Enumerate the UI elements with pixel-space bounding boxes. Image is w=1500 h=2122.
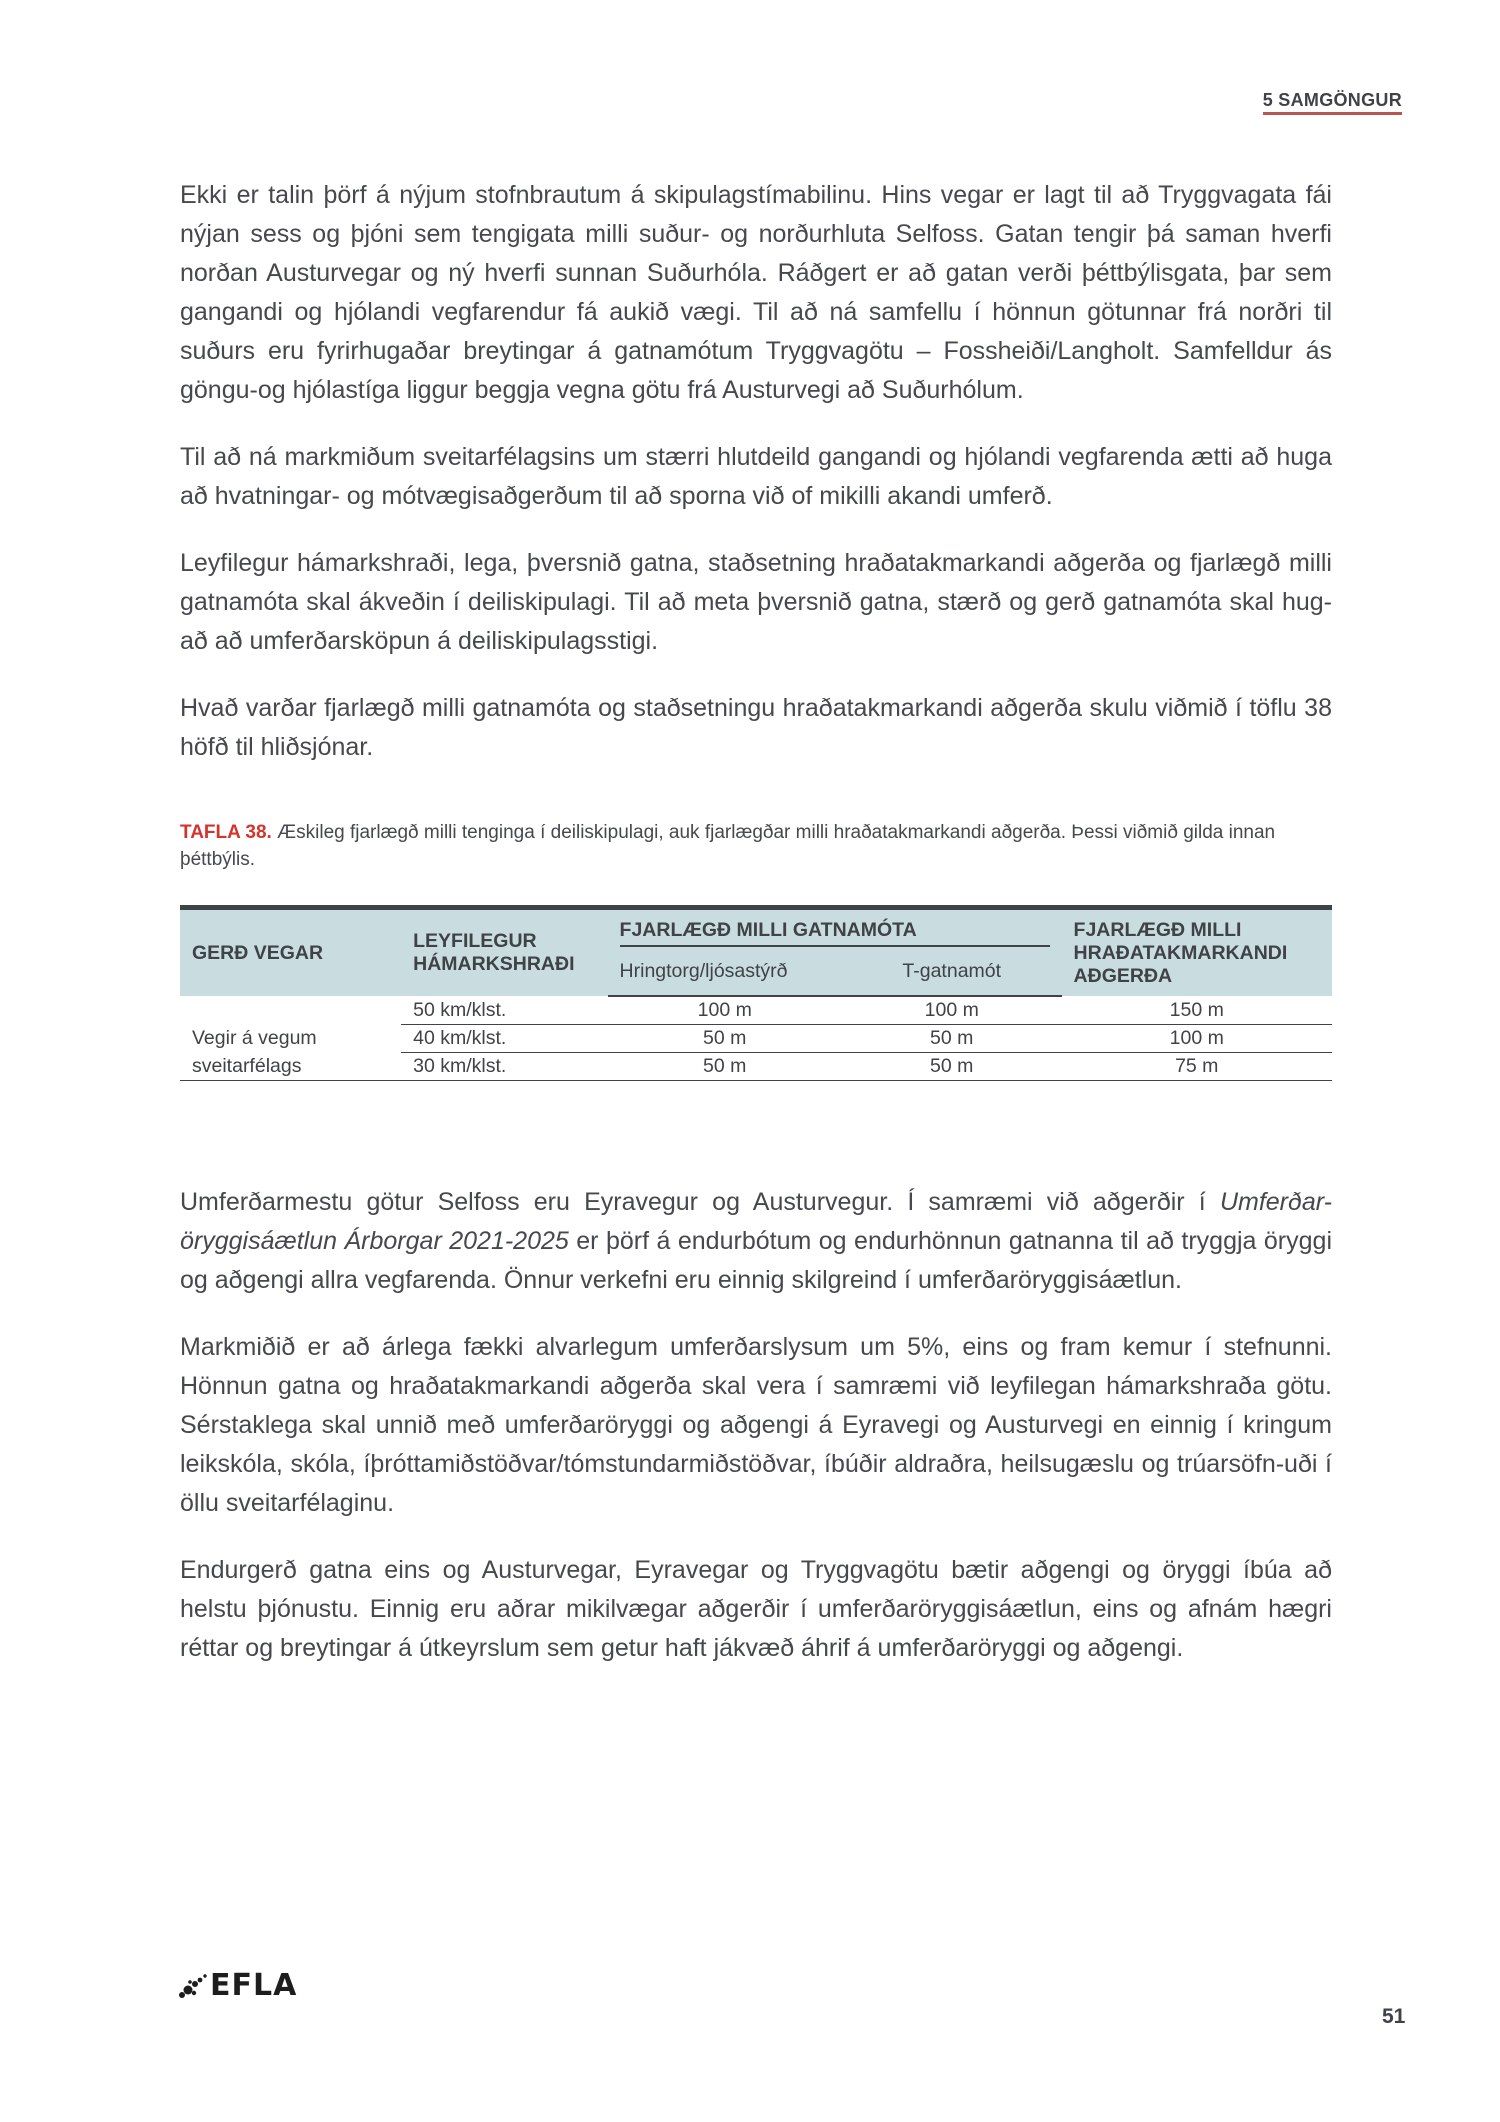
efla-logo (178, 1968, 297, 2003)
plan-title-italic: Umferðar-öryggisáætlun Árborgar 2021-2025 (180, 1188, 1332, 1255)
paragraph-tryggvagata: Ekki er talin þörf á nýjum stofnbrautum á skipulagstímabilinu. Hins vegar er lagt til að Tryggvagata fái nýjan sess og þjóni sem tengigata milli suður- og norðurhluta Selfoss. Gatan tengir þá saman hverfi norðan Austurvegar og ný hverfi sunnan Suðurhóla. Ráðgert er að gatan verði þéttbýlisgata, þar sem gangandi og hjólandi vegfarendur fá aukið vægi. Til að ná samfellu í hönnun götunnar frá norðri til suðurs eru fyrirhugaðar breytingar á gatnamótum Tryggvagötu – Fossheiði/Langholt. Samfelldur ás göngu-og hjólastíga liggur beggja vegna götu frá Austurvegi að Suðurhólum. (180, 181, 1332, 404)
header-t-junction: T-gatnamót (842, 947, 1062, 996)
main-content-bottom (180, 1183, 1332, 1696)
t-junction-cell: 50 m (842, 1025, 1062, 1053)
measures-cell: 100 m (1062, 1025, 1332, 1053)
table-caption-text: Æskileg fjarlægð milli tenginga í deiliskipulagi, auk fjarlægðar milli hraðatakmarkandi aðgerða. Þessi viðmið gilda innan þéttbýlis. (180, 822, 1276, 870)
header-junction-distance: FJARLÆGÐ MILLI GATNAMÓTA (608, 908, 1062, 948)
dots-cluster-icon (178, 1971, 208, 2001)
t-junction-cell: 50 m (842, 1053, 1062, 1081)
road-type-cell-empty (180, 996, 401, 1025)
t-junction-cell: 100 m (842, 996, 1062, 1025)
paragraph-table-reference: Hvað varðar fjarlægð milli gatnamóta og staðsetningu hraðatakmarkandi aðgerða skulu viðmið í töflu 38 höfð til hliðsjónar. (180, 694, 1332, 761)
paragraph-main-streets: Umferðarmestu götur Selfoss eru Eyravegur og Austurvegur. Í samræmi við aðgerðir í Umferðar-öryggisáætlun Árborgar 2021-2025 er þörf á endurbótum og endurhönnun gatnanna til að tryggja öryggi og aðgengi allra vegfarenda. Önnur verkefni eru einnig skilgreind í umferðaröryggisáætlun. (180, 1188, 1332, 1294)
speed-cell: 30 km/klst. (401, 1053, 607, 1081)
table-caption-label: TAFLA 38. (180, 822, 272, 843)
header-road-type: GERÐ VEGAR (180, 908, 401, 997)
header-speed-limit: LEYFILEGUR HÁMARKSHRAÐI (401, 908, 607, 997)
speed-cell: 40 km/klst. (401, 1025, 607, 1053)
main-content-top (180, 176, 1332, 1081)
roundabout-cell: 50 m (608, 1053, 842, 1081)
paragraph-targets: Til að ná markmiðum sveitarfélagsins um stærri hlutdeild gangandi og hjólandi vegfarenda ætti að huga að hvatningar- og mótvægisaðgerðum til að sporna við of mikilli akandi umferð. (180, 443, 1332, 510)
roundabout-cell: 50 m (608, 1025, 842, 1053)
page-number: 51 (1382, 2005, 1406, 2028)
logo-text: EFLA (210, 1968, 298, 2003)
paragraph-speed-limits: Leyfilegur hámarkshraði, lega, þversnið gatna, staðsetning hraðatakmarkandi aðgerða og fjarlægð milli gatnamóta skal ákveðin í deiliskipulagi. Til að meta þversnið gatna, stærð og gerð gatnamóta skal hug-að að umferðarsköpun á deiliskipulagsstigi. (180, 549, 1332, 655)
roundabout-cell: 100 m (608, 996, 842, 1025)
header-roundabout: Hringtorg/ljósastýrð (608, 947, 842, 996)
paragraph-street-renovation: Endurgerð gatna eins og Austurvegar, Eyravegar og Tryggvagötu bætir aðgengi og öryggi íbúa að helstu þjónustu. Einnig eru aðrar mikilvægar aðgerðir í umferðaröryggisáætlun, eins og afnám hægri réttar og breytingar á útkeyrslum sem getur haft jákvæð áhrif á umferðaröryggi og aðgengi. (180, 1556, 1332, 1662)
header-speed-measure-distance: FJARLÆGÐ MILLI HRAÐATAKMARKANDI AÐGERÐA (1062, 908, 1332, 997)
table-row (180, 1053, 1332, 1081)
table-caption (180, 819, 1332, 873)
measures-cell: 150 m (1062, 996, 1332, 1025)
table-row (180, 1025, 1332, 1053)
distance-table (180, 905, 1332, 1081)
road-type-cell: sveitarfélags (180, 1053, 401, 1081)
table-row (180, 996, 1332, 1025)
speed-cell: 50 km/klst. (401, 996, 607, 1025)
paragraph-accident-goal: Markmiðið er að árlega fækki alvarlegum umferðarslysum um 5%, eins og fram kemur í stefnunni. Hönnun gatna og hraðatakmarkandi aðgerða skal vera í samræmi við leyfilegan hámarkshraða götu. Sérstaklega skal unnið með umferðaröryggi og aðgengi á Eyravegi og Austurvegi en einnig í kringum leikskóla, skóla, íþróttamiðstöðvar/tómstundarmiðstöðvar, íbúðir aldraðra, heilsugæslu og trúarsöfn-uði í öllu sveitarfélaginu. (180, 1333, 1332, 1517)
running-header-section: 5 SAMGÖNGUR (1263, 90, 1402, 115)
measures-cell: 75 m (1062, 1053, 1332, 1081)
road-type-cell: Vegir á vegum (192, 1027, 317, 1049)
table-header-row (180, 908, 1332, 948)
